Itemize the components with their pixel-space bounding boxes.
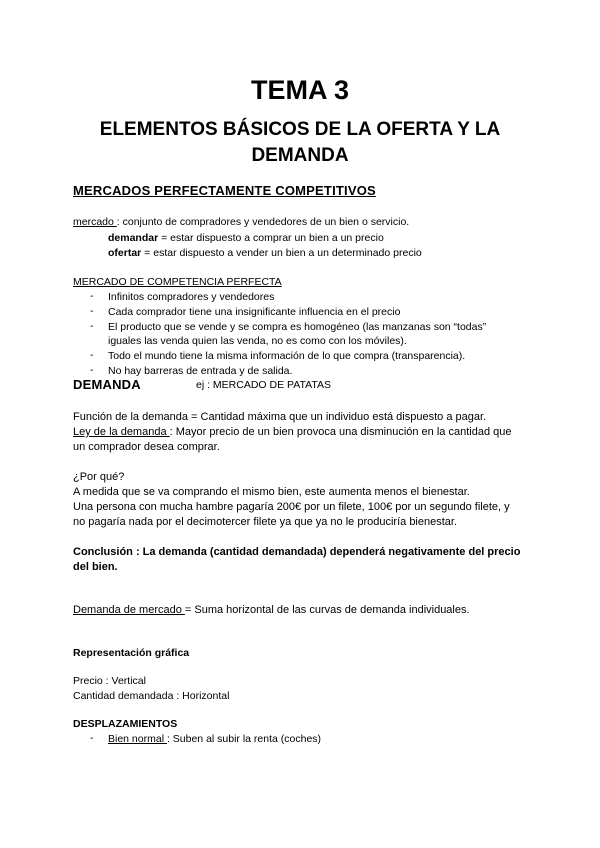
list-item: Infinitos compradores y vendedores [108, 291, 275, 303]
ofertar-def: = estar dispuesto a vender un bien a un determinado precio [141, 247, 422, 259]
conclusion-line2: del bien. [73, 561, 118, 573]
bullet-dash: - [90, 364, 94, 376]
example-text: ej : MERCADO DE PATATAS [196, 379, 331, 391]
page-subtitle-line1: ELEMENTOS BÁSICOS DE LA OFERTA Y LA [99, 119, 501, 140]
bullet-dash: - [90, 305, 94, 317]
representacion-heading: Representación gráfica [73, 647, 190, 659]
explanation-line: A medida que se va comprando el mismo bien, este aumenta menos el bienestar. [73, 486, 470, 498]
cantidad-axis: Cantidad demandada : Horizontal [73, 690, 230, 702]
demanda-mercado-term: Demanda de mercado [73, 604, 185, 616]
list-item-continuation: iguales las venda quien las venda, no es como con los móviles). [108, 335, 407, 347]
page-subtitle-line2: DEMANDA [251, 145, 349, 166]
ofertar-term: ofertar [108, 247, 142, 259]
ley-term: Ley de la demanda [73, 426, 170, 438]
bien-normal-term: Bien normal [108, 733, 167, 745]
porque-question: ¿Por qué? [73, 471, 125, 483]
list-item: No hay barreras de entrada y de salida. [108, 365, 293, 377]
list-item: Todo el mundo tiene la misma información de lo que compra (transparencia). [108, 350, 466, 362]
demandar-definition [108, 231, 384, 245]
bien-normal-item [108, 732, 321, 746]
bullet-dash: - [90, 732, 94, 744]
explanation-line: no pagaría nada por el decimotercer filete ya que ya no le produciría bienestar. [73, 516, 458, 528]
mercado-definition [73, 215, 409, 229]
section-heading-demanda: DEMANDA [73, 377, 141, 392]
bullet-dash: - [90, 320, 94, 332]
list-item: El producto que se vende y se compra es homogéneo (las manzanas son “todas” [108, 321, 487, 333]
demandar-def: = estar dispuesto a comprar un bien a un precio [158, 232, 384, 244]
section-heading-mercados: MERCADOS PERFECTAMENTE COMPETITIVOS [73, 183, 376, 198]
funcion-demanda: Función de la demanda = Cantidad máxima que un individuo está dispuesto a pagar. [73, 411, 487, 423]
competencia-heading: MERCADO DE COMPETENCIA PERFECTA [73, 276, 282, 288]
list-item: Cada comprador tiene una insignificante influencia en el precio [108, 306, 401, 318]
demanda-mercado-def: = Suma horizontal de las curvas de demanda individuales. [184, 604, 470, 616]
page-title: TEMA 3 [250, 75, 349, 105]
desplazamientos-heading: DESPLAZAMIENTOS [73, 718, 178, 730]
bien-normal-def: : Suben al subir la renta (coches) [166, 733, 322, 745]
demandar-term: demandar [108, 232, 159, 244]
precio-axis: Precio : Vertical [73, 675, 146, 687]
conclusion-line1: Conclusión : La demanda (cantidad demandada) dependerá negativamente del precio [73, 546, 521, 558]
ley-demanda-continuation: un comprador desea comprar. [73, 441, 220, 453]
bullet-dash: - [90, 349, 94, 361]
mercado-term: mercado [73, 216, 117, 228]
ley-demanda [73, 425, 511, 440]
ley-def: : Mayor precio de un bien provoca una disminución en la cantidad que [169, 426, 512, 438]
bullet-dash: - [90, 290, 94, 302]
mercado-def: : conjunto de compradores y vendedores de un bien o servicio. [116, 216, 410, 228]
explanation-line: Una persona con mucha hambre pagaría 200€ por un filete, 100€ por un segundo filete, y [73, 501, 510, 513]
ofertar-definition [108, 246, 422, 260]
demanda-mercado [73, 603, 470, 618]
